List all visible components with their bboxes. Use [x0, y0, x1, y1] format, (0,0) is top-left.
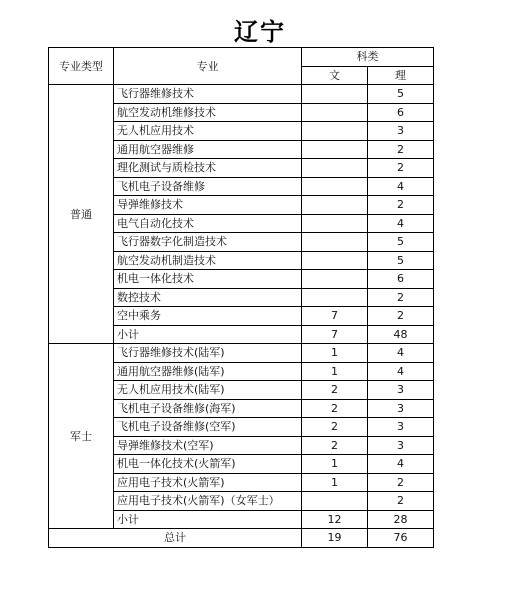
header-major: 专业 — [114, 48, 302, 85]
header-category: 科类 — [302, 48, 434, 67]
header-li: 理 — [368, 66, 434, 85]
table-row — [49, 85, 434, 104]
wen-count-cell: 1 — [302, 344, 368, 363]
li-count-cell: 6 — [368, 270, 434, 289]
wen-count-cell: 12 — [302, 510, 368, 529]
table-row — [49, 344, 434, 363]
major-name-cell: 无人机应用技术 — [114, 122, 302, 141]
wen-count-cell: 7 — [302, 325, 368, 344]
major-name-cell: 数控技术 — [114, 288, 302, 307]
li-count-cell: 2 — [368, 288, 434, 307]
wen-count-cell — [302, 251, 368, 270]
li-count-cell: 28 — [368, 510, 434, 529]
wen-count-cell — [302, 196, 368, 215]
major-name-cell: 通用航空器维修(陆军) — [114, 362, 302, 381]
wen-count-cell — [302, 288, 368, 307]
li-count-cell: 4 — [368, 214, 434, 233]
li-count-cell: 2 — [368, 307, 434, 326]
li-count-cell: 2 — [368, 492, 434, 511]
major-name-cell: 航空发动机维修技术 — [114, 103, 302, 122]
header-type: 专业类型 — [49, 48, 114, 85]
major-name-cell: 飞行器数字化制造技术 — [114, 233, 302, 252]
major-name-cell: 飞机电子设备维修(空军) — [114, 418, 302, 437]
li-count-cell: 3 — [368, 436, 434, 455]
li-count-cell: 2 — [368, 159, 434, 178]
li-count-cell: 6 — [368, 103, 434, 122]
li-count-cell: 5 — [368, 233, 434, 252]
major-name-cell: 空中乘务 — [114, 307, 302, 326]
li-count-cell: 2 — [368, 196, 434, 215]
li-count-cell: 4 — [368, 344, 434, 363]
header-row — [49, 48, 434, 67]
li-count-cell: 5 — [368, 85, 434, 104]
wen-count-cell — [302, 270, 368, 289]
major-name-cell: 飞行器维修技术 — [114, 85, 302, 104]
major-type-cell: 普通 — [49, 85, 114, 344]
total-label: 总计 — [49, 529, 302, 548]
wen-count-cell: 7 — [302, 307, 368, 326]
wen-count-cell: 1 — [302, 455, 368, 474]
wen-count-cell: 2 — [302, 381, 368, 400]
li-count-cell: 4 — [368, 362, 434, 381]
wen-count-cell: 2 — [302, 399, 368, 418]
li-count-cell: 3 — [368, 381, 434, 400]
li-count-cell: 48 — [368, 325, 434, 344]
major-name-cell: 通用航空器维修 — [114, 140, 302, 159]
wen-count-cell — [302, 140, 368, 159]
enrollment-table-body — [49, 48, 434, 548]
wen-count-cell — [302, 492, 368, 511]
wen-count-cell: 1 — [302, 473, 368, 492]
major-name-cell: 理化测试与质检技术 — [114, 159, 302, 178]
total-wen: 19 — [302, 529, 368, 548]
page-title: 辽宁 — [234, 17, 286, 46]
major-name-cell: 机电一体化技术 — [114, 270, 302, 289]
enrollment-table — [48, 47, 434, 548]
wen-count-cell — [302, 103, 368, 122]
wen-count-cell: 2 — [302, 436, 368, 455]
major-name-cell: 应用电子技术(火箭军) — [114, 473, 302, 492]
major-name-cell: 电气自动化技术 — [114, 214, 302, 233]
li-count-cell: 5 — [368, 251, 434, 270]
wen-count-cell — [302, 85, 368, 104]
major-name-cell: 飞行器维修技术(陆军) — [114, 344, 302, 363]
major-name-cell: 飞机电子设备维修(海军) — [114, 399, 302, 418]
major-name-cell: 小计 — [114, 325, 302, 344]
li-count-cell: 3 — [368, 399, 434, 418]
wen-count-cell — [302, 233, 368, 252]
wen-count-cell — [302, 214, 368, 233]
major-name-cell: 应用电子技术(火箭军)（女军士） — [114, 492, 302, 511]
li-count-cell: 4 — [368, 177, 434, 196]
total-row — [49, 529, 434, 548]
major-name-cell: 导弹维修技术 — [114, 196, 302, 215]
major-name-cell: 导弹维修技术(空军) — [114, 436, 302, 455]
wen-count-cell — [302, 122, 368, 141]
li-count-cell: 3 — [368, 122, 434, 141]
wen-count-cell: 2 — [302, 418, 368, 437]
total-li: 76 — [368, 529, 434, 548]
header-wen: 文 — [302, 66, 368, 85]
major-name-cell: 无人机应用技术(陆军) — [114, 381, 302, 400]
li-count-cell: 4 — [368, 455, 434, 474]
wen-count-cell — [302, 177, 368, 196]
major-name-cell: 小计 — [114, 510, 302, 529]
major-name-cell: 机电一体化技术(火箭军) — [114, 455, 302, 474]
li-count-cell: 2 — [368, 473, 434, 492]
major-name-cell: 航空发动机制造技术 — [114, 251, 302, 270]
major-type-cell: 军士 — [49, 344, 114, 529]
li-count-cell: 3 — [368, 418, 434, 437]
li-count-cell: 2 — [368, 140, 434, 159]
major-name-cell: 飞机电子设备维修 — [114, 177, 302, 196]
wen-count-cell — [302, 159, 368, 178]
wen-count-cell: 1 — [302, 362, 368, 381]
